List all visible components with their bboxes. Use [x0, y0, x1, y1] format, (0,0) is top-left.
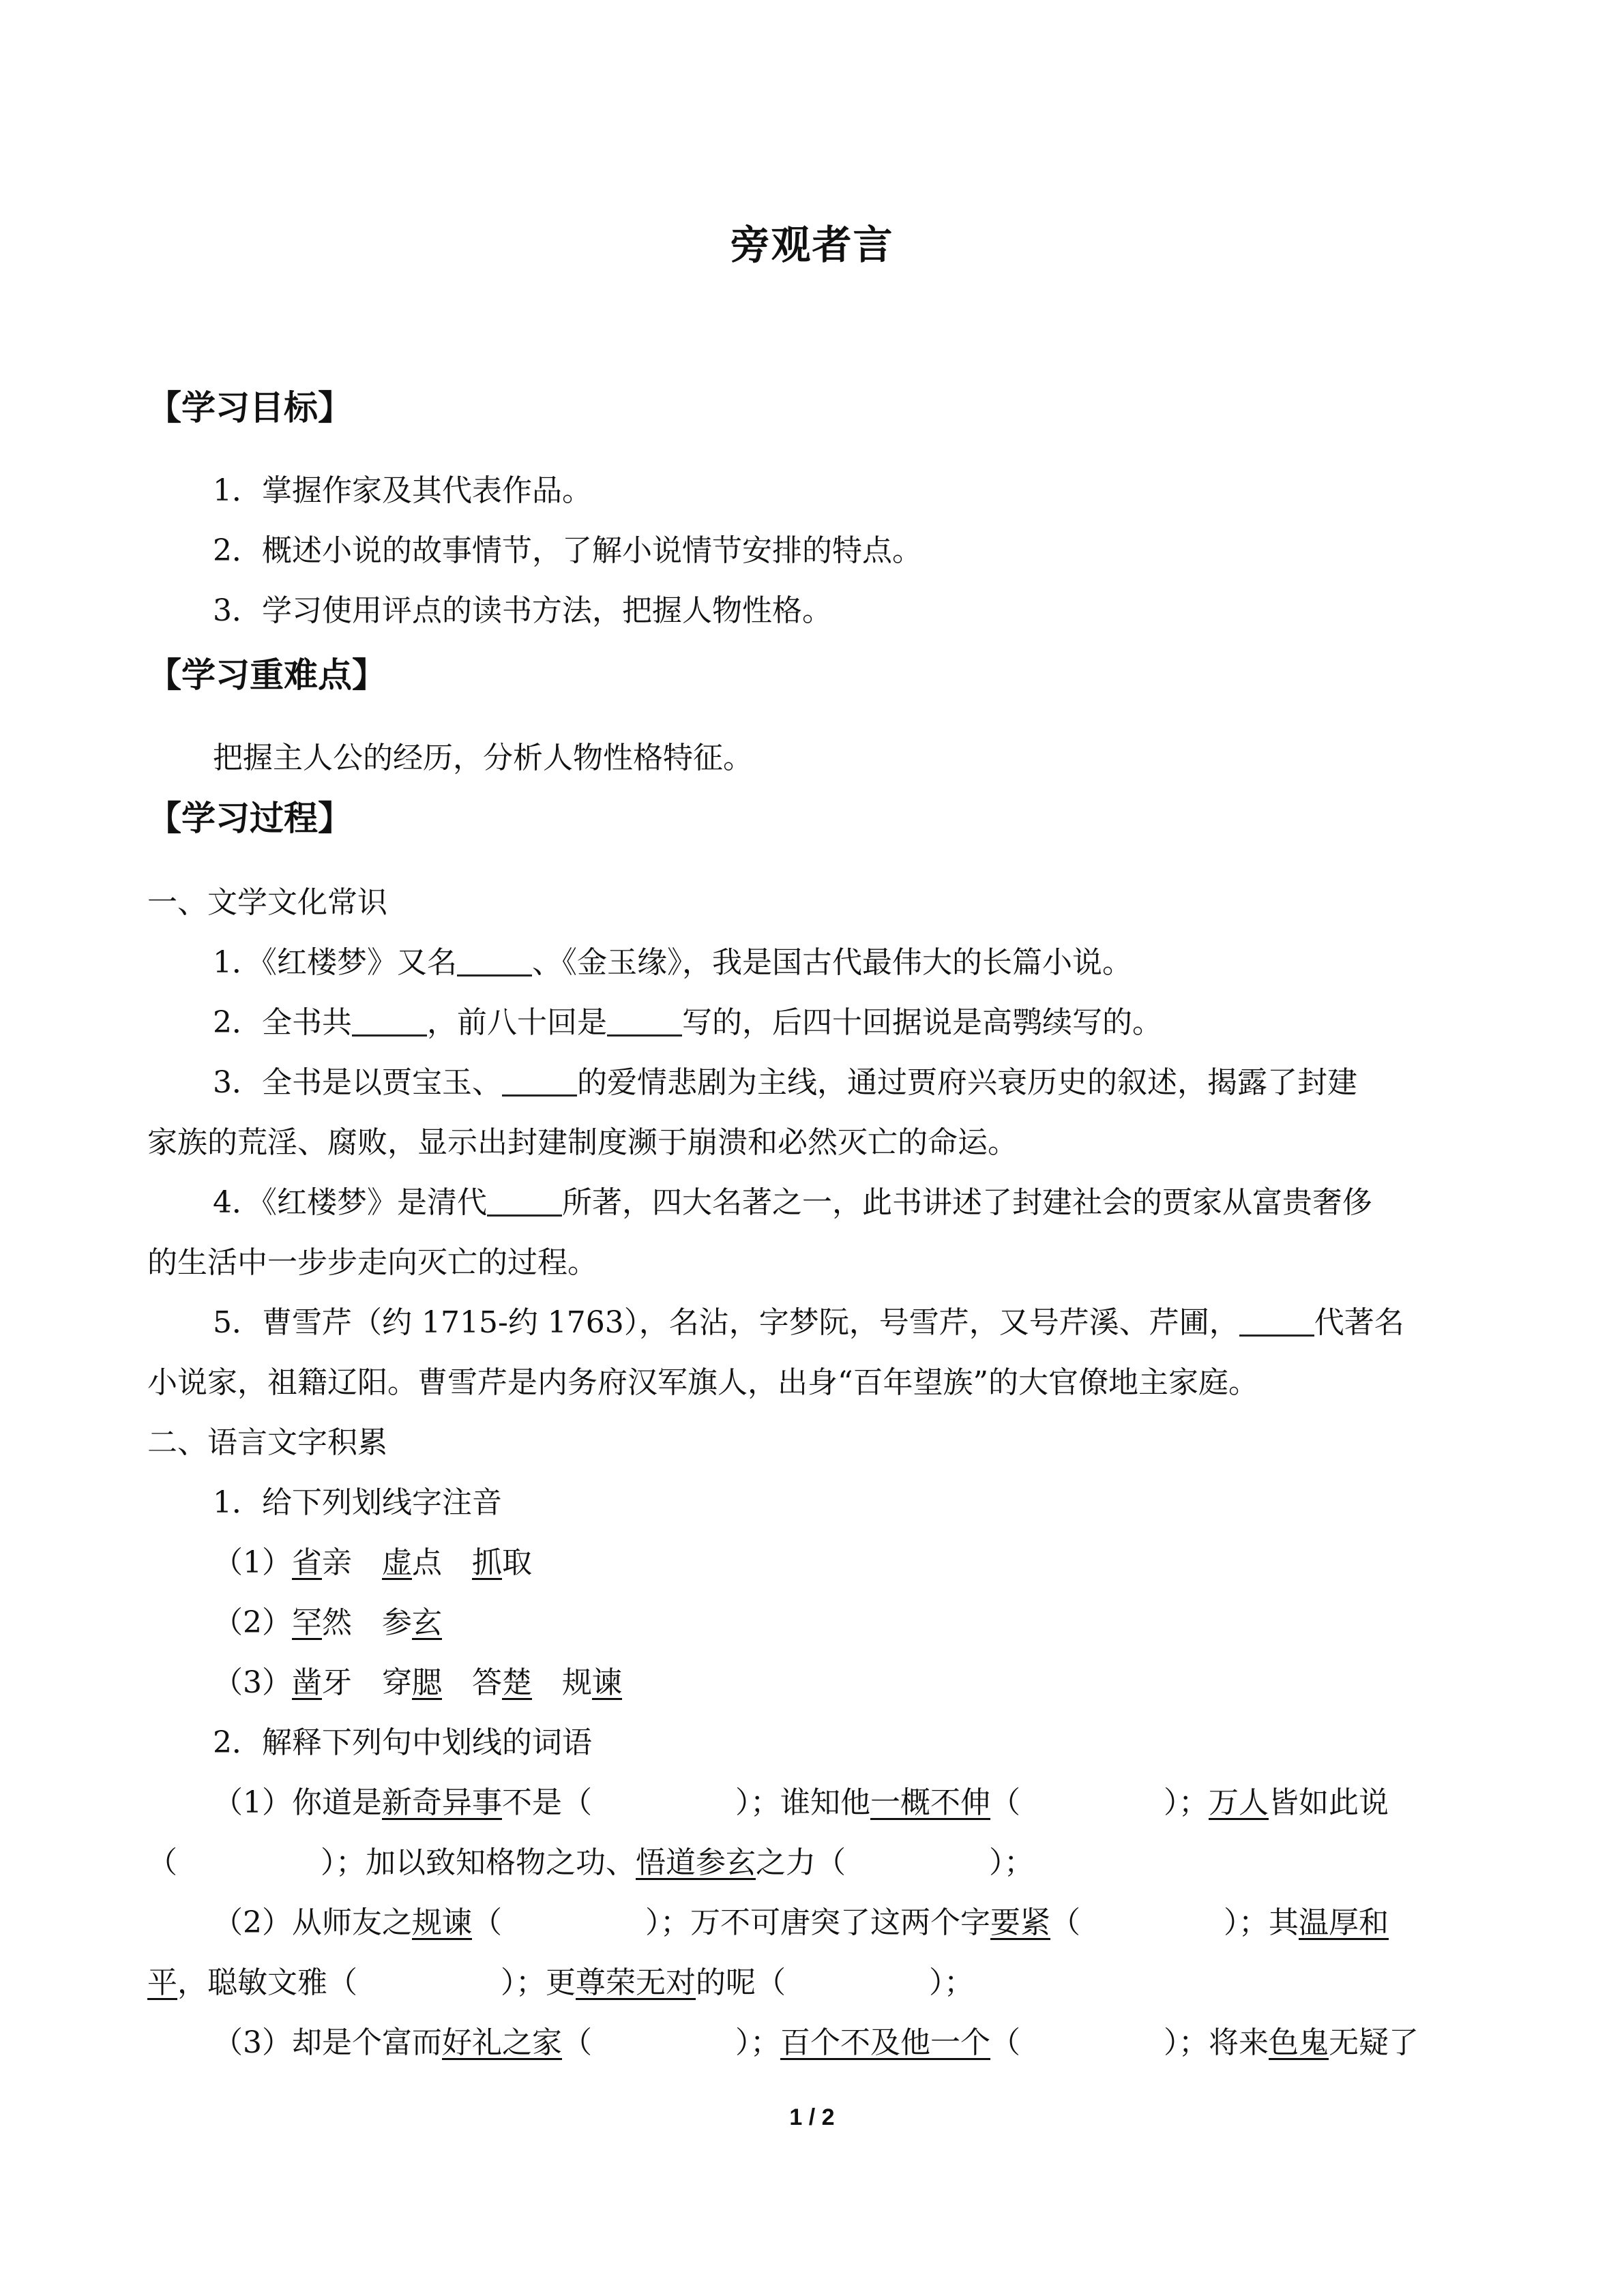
subsection-explain: 2．解释下列句中划线的词语 [213, 1725, 592, 1760]
underlined-phrase: 悟道参玄 [636, 1845, 756, 1880]
explain-item-2 [213, 1903, 1389, 1943]
row-number: （2） [213, 1605, 292, 1640]
sentence-text: ）；加以致知格物之功、 [321, 1845, 636, 1880]
answer-blank[interactable] [1239, 1303, 1314, 1337]
question-text: 写的，后四十回据说是高鹗续写的。 [682, 1005, 1162, 1040]
underlined-char: 抓 [472, 1545, 502, 1580]
sentence-text: （2）从师友之 [213, 1905, 412, 1940]
heading-process: 【学习过程】 [147, 798, 352, 838]
page-number: 1 / 2 [789, 2104, 835, 2130]
underlined-phrase: 尊荣无对 [576, 1965, 696, 2000]
plain-char: 取 [502, 1545, 532, 1580]
sentence-text: ）； [1164, 1785, 1209, 1820]
sentence-text: ，聪敏文雅（ [177, 1965, 357, 2000]
question-text: 1．《红楼梦》又名 [213, 945, 457, 980]
underlined-char: 凿 [292, 1665, 322, 1700]
underlined-phrase: 要紧 [990, 1905, 1050, 1940]
question-4 [213, 1182, 1372, 1223]
difficulty-text: 把握主人公的经历，分析人物性格特征。 [213, 741, 753, 775]
plain-char: 牙 [322, 1665, 352, 1700]
question-text: 4．《红楼梦》是清代 [213, 1185, 487, 1220]
sentence-text: 无疑了 [1329, 2025, 1419, 2060]
pinyin-row-2 [213, 1602, 442, 1643]
sentence-text: 的呢（ [696, 1965, 786, 2000]
question-1 [213, 942, 1132, 983]
question-text: 2．全书共 [213, 1005, 352, 1040]
underlined-phrase: 一概不伸 [870, 1785, 990, 1820]
row-number: （1） [213, 1545, 292, 1580]
sentence-text: ）； [929, 1965, 974, 2000]
underlined-char: 楚 [502, 1665, 532, 1700]
underlined-phrase: 温厚和 [1299, 1905, 1389, 1940]
plain-char: 亲 [322, 1545, 352, 1580]
plain-char: 规 [562, 1665, 592, 1700]
question-3 [213, 1062, 1357, 1103]
goal-item-3: 3．学习使用评点的读书方法，把握人物性格。 [213, 593, 832, 628]
underlined-phrase: 规谏 [412, 1905, 472, 1940]
sentence-text: （ [990, 1785, 1020, 1820]
explain-item-2-continued [147, 1963, 974, 2003]
question-text: 所著，四大名著之一，此书讲述了封建社会的贾家从富贵奢侈 [562, 1185, 1372, 1220]
question-text: ，前八十回是 [427, 1005, 607, 1040]
sentence-text: ）；万不可唐突了这两个字 [645, 1905, 990, 1940]
explain-item-1 [213, 1783, 1389, 1823]
question-text: 、《金玉缘》，我是国古代最伟大的长篇小说。 [532, 945, 1132, 980]
subsection-pinyin: 1．给下列划线字注音 [213, 1485, 502, 1520]
question-3-continued: 家族的荒淫、腐败，显示出封建制度濒于崩溃和必然灭亡的命运。 [147, 1125, 1018, 1160]
sentence-text: ）；将来 [1164, 2025, 1269, 2060]
question-4-continued: 的生活中一步步走向灭亡的过程。 [147, 1245, 597, 1280]
sentence-text: （ [1050, 1905, 1080, 1940]
sentence-text: 之力（ [756, 1845, 846, 1880]
sentence-text: （ [990, 2025, 1020, 2060]
sentence-text: （ [562, 2025, 592, 2060]
goal-item-1: 1．掌握作家及其代表作品。 [213, 473, 592, 508]
question-5-continued: 小说家，祖籍辽阳。曹雪芹是内务府汉军旗人，出身“百年望族”的大官僚地主家庭。 [147, 1365, 1258, 1400]
question-text: 3．全书是以贾宝玉、 [213, 1065, 502, 1100]
question-2 [213, 1002, 1162, 1043]
goal-item-2: 2．概述小说的故事情节，了解小说情节安排的特点。 [213, 533, 922, 568]
underlined-char: 省 [292, 1545, 322, 1580]
question-text: 代著名 [1314, 1305, 1404, 1340]
sentence-text: ）； [735, 2025, 780, 2060]
section1-title: 一、文学文化常识 [147, 885, 387, 920]
underlined-char: 虚 [382, 1545, 412, 1580]
answer-blank[interactable] [457, 943, 532, 976]
underlined-phrase: 平 [147, 1965, 177, 2000]
answer-blank[interactable] [352, 1003, 427, 1037]
plain-char: 参 [382, 1605, 412, 1640]
answer-blank[interactable] [607, 1003, 682, 1037]
underlined-phrase: 万人 [1209, 1785, 1269, 1820]
heading-goals: 【学习目标】 [147, 387, 352, 428]
sentence-text: （ [472, 1905, 502, 1940]
underlined-phrase: 色鬼 [1269, 2025, 1329, 2060]
sentence-text: ）； [989, 1845, 1034, 1880]
sentence-text: ）；谁知他 [735, 1785, 870, 1820]
underlined-char: 腮 [412, 1665, 442, 1700]
sentence-text: （ [147, 1845, 177, 1880]
plain-char: 然 [322, 1605, 352, 1640]
sentence-text: （1）你道是 [213, 1785, 382, 1820]
plain-char: 穿 [382, 1665, 412, 1700]
sentence-text: （3）却是个富而 [213, 2025, 442, 2060]
pinyin-row-3 [213, 1663, 622, 1703]
answer-blank[interactable] [502, 1063, 577, 1097]
heading-difficulty: 【学习重难点】 [147, 655, 386, 695]
sentence-text: ）；更 [501, 1965, 576, 2000]
underlined-char: 谏 [592, 1665, 622, 1700]
sentence-text: 不是（ [502, 1785, 592, 1820]
sentence-text: ）；其 [1224, 1905, 1299, 1940]
question-5 [213, 1302, 1404, 1343]
question-text: 5．曹雪芹（约 1715-约 1763），名沾，字梦阮，号雪芹，又号芹溪、芹圃， [213, 1305, 1239, 1340]
plain-char: 答 [472, 1665, 502, 1700]
section2-title: 二、语言文字积累 [147, 1425, 387, 1460]
pinyin-row-1 [213, 1542, 532, 1583]
sentence-text: 皆如此说 [1269, 1785, 1389, 1820]
underlined-phrase: 百个不及他一个 [780, 2025, 990, 2060]
page-title: 旁观者言 [730, 222, 894, 268]
underlined-char: 罕 [292, 1605, 322, 1640]
explain-item-1-continued [147, 1843, 1034, 1883]
plain-char: 点 [412, 1545, 442, 1580]
explain-item-3 [213, 2023, 1419, 2063]
underlined-char: 玄 [412, 1605, 442, 1640]
row-number: （3） [213, 1665, 292, 1700]
underlined-phrase: 好礼之家 [442, 2025, 562, 2060]
question-text: 的爱情悲剧为主线，通过贾府兴衰历史的叙述，揭露了封建 [577, 1065, 1357, 1100]
answer-blank[interactable] [487, 1183, 562, 1217]
underlined-phrase: 新奇异事 [382, 1785, 502, 1820]
